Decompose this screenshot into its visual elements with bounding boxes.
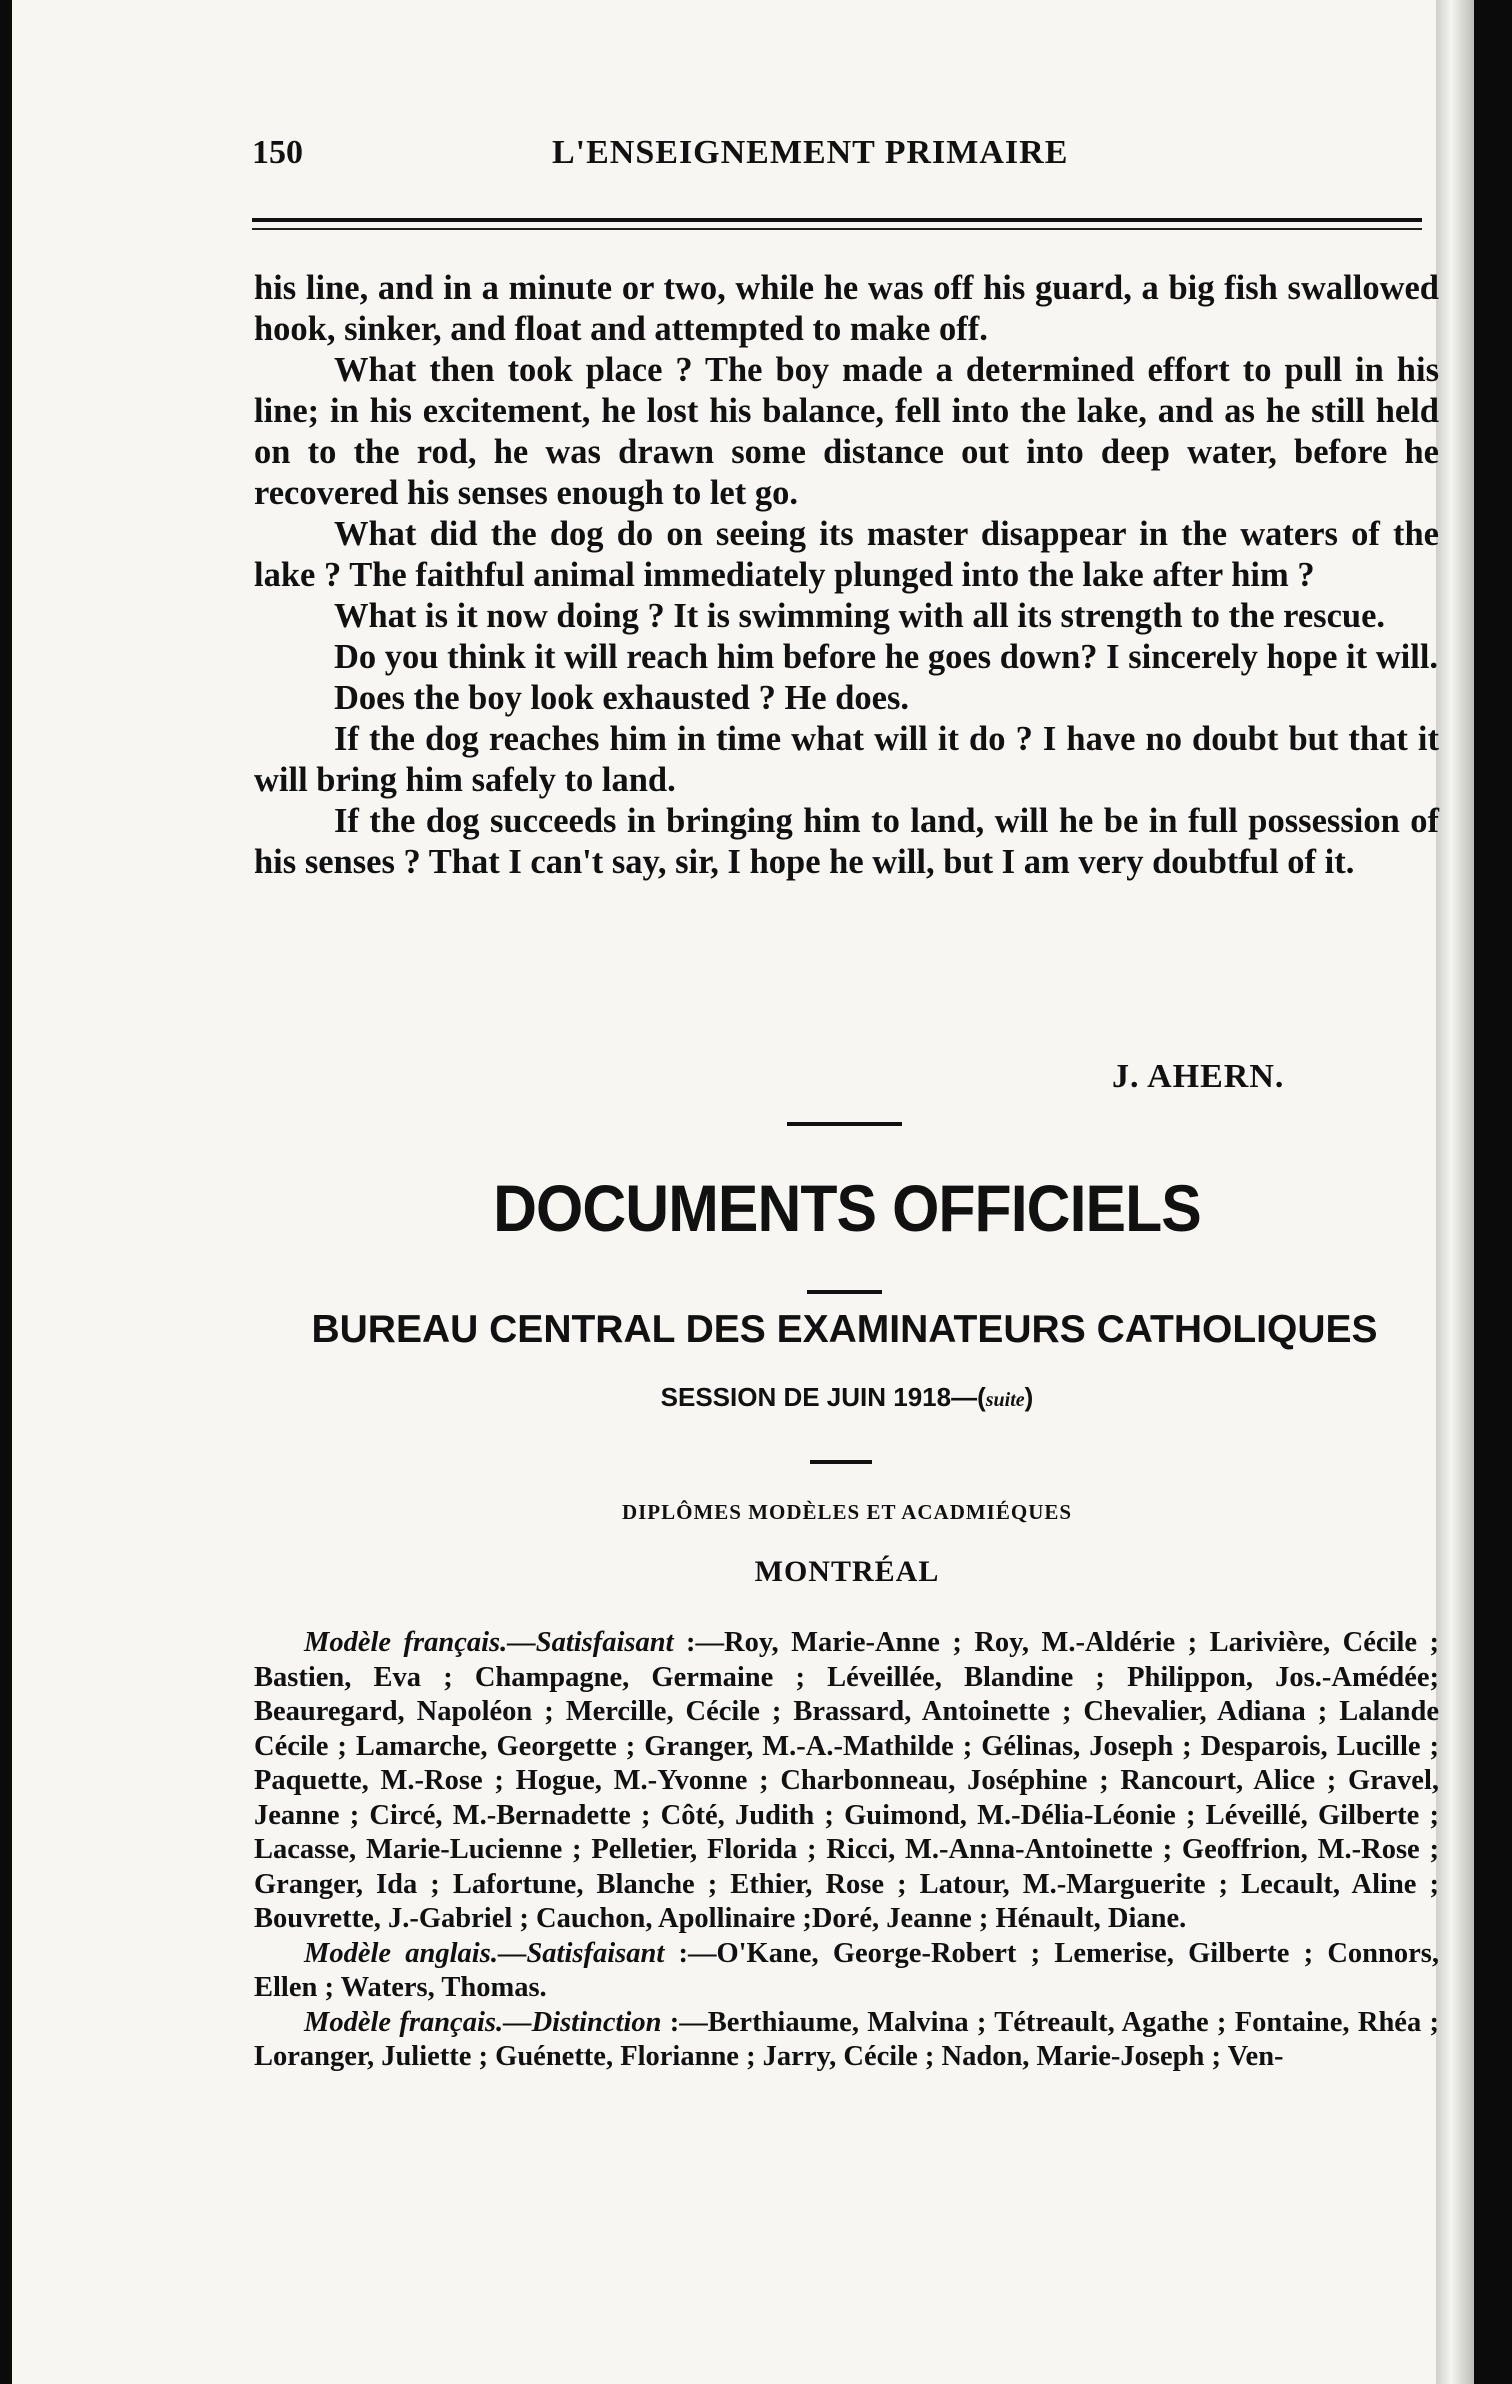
article-paragraph: Does the boy look exhausted ? He does. [334,679,910,717]
list-item [254,1937,1439,2006]
running-title: L'ENSEIGNEMENT PRIMAIRE [552,134,1069,171]
article-paragraph: What is it now doing ? It is swimming with all its strength to the rescue. [334,597,1386,635]
city-heading: MONTRÉAL [754,1555,940,1588]
diplomes-heading: DIPLÔMES MODÈLES ET ACADMIÉQUES [621,1500,1073,1524]
list-item [254,2006,1439,2075]
article-paragraph: What then took place ? The boy made a determined effort to pull in his line; in his excitement, he lost his balance, fell into the lake, and as he still held on to the rod, he was drawn some distance out into deep water, before he recovered his senses enough to let go. [254,351,1439,512]
article-paragraph: If the dog reaches him in time what will it do ? I have no doubt but that it will bring him safely to land. [254,720,1439,799]
list-names: :—Roy, Marie-Anne ; Roy, M.-Aldérie ; Larivière, Cécile ; Bastien, Eva ; Champagne, Germaine ; Léveillée, Blandine ; Philippon, Jos.-Amédée; Beauregard, Napoléon ; Mercille, Cécile ; Brassard, Antoinette ; Chevalier, Adiana ; Lalande Cécile ; Lamarche, Georgette ; Granger, M.-A.-Mathilde ; Gélinas, Joseph ; Desparois, Lucille ; Paquette, M.-Rose ; Hogue, M.-Yvonne ; Charbonneau, Joséphine ; Rancourt, Alice ; Gravel, Jeanne ; Circé, M.-Bernadette ; Côté, Judith ; Guimond, M.-Délia-Léonie ; Léveillé, Gilberte ; Lacasse, Marie-Lucienne ; Pelletier, Florida ; Ricci, M.-Anna-Antoinette ; Geoffrion, M.-Rose ; Granger, Ida ; Lafortune, Blanche ; Ethier, Rose ; Latour, M.-Marguerite ; Lecault, Aline ; Bouvrette, J.-Gabriel ; Cauchon, Apollinaire ;Doré, Jeanne ; Hénault, Diane. [254,1627,1439,1934]
article-paragraph: What did the dog do on seeing its master disappear in the waters of the lake ? The faithful animal immediately plunged into the lake after him ? [254,515,1439,594]
article-paragraph: his line, and in a minute or two, while he was off his guard, a big fish swallowed hook, sinker, and float and attempted to make off. [254,269,1439,348]
section-title: DOCUMENTS OFFICIELS [493,1171,1201,1245]
header-rule [252,218,1422,222]
list-item [254,1626,1439,1937]
list-label: Modèle français.—Distinction [304,2006,662,2038]
bureau-title: BUREAU CENTRAL DES EXAMINATEURS CATHOLIQUES [311,1308,1378,1351]
page-header [252,128,1152,188]
list-label: Modèle anglais.—Satisfaisant [304,1937,665,1969]
article-paragraph: Do you think it will reach him before he goes down? I sincerely hope it will. [334,638,1439,676]
list-names: :—O'Kane, George-Robert ; Lemerise, Gilberte ; Connors, Ellen ; Waters, Thomas. [254,1937,1439,2003]
list-names: :—Berthiaume, Malvina ; Tétreault, Agathe ; Fontaine, Rhéa ; Loranger, Juliette ; Guénette, Florianne ; Jarry, Cécile ; Nadon, Marie-Joseph ; Ven- [254,2006,1439,2072]
section-divider [810,1460,872,1464]
header-rule-thin [252,228,1422,230]
page-edge [1436,0,1474,2384]
session-close: ) [1024,1382,1034,1412]
session-text: SESSION DE JUIN 1918—( [660,1382,986,1412]
article-body [254,268,1439,883]
session-heading [252,1382,1442,1413]
article-signature: J. AHERN. [1112,1058,1285,1095]
section-divider [787,1122,902,1126]
page [12,0,1474,2384]
page-number: 150 [252,134,303,171]
list-label: Modèle français.—Satisfaisant [304,1627,674,1658]
session-suite: suite [985,1389,1025,1411]
candidate-lists [254,1626,1439,2075]
section-divider [807,1290,882,1294]
article-paragraph: If the dog succeeds in bringing him to land, will he be in full possession of his senses ? That I can't say, sir, I hope he will, but I am very doubtful of it. [254,802,1439,881]
